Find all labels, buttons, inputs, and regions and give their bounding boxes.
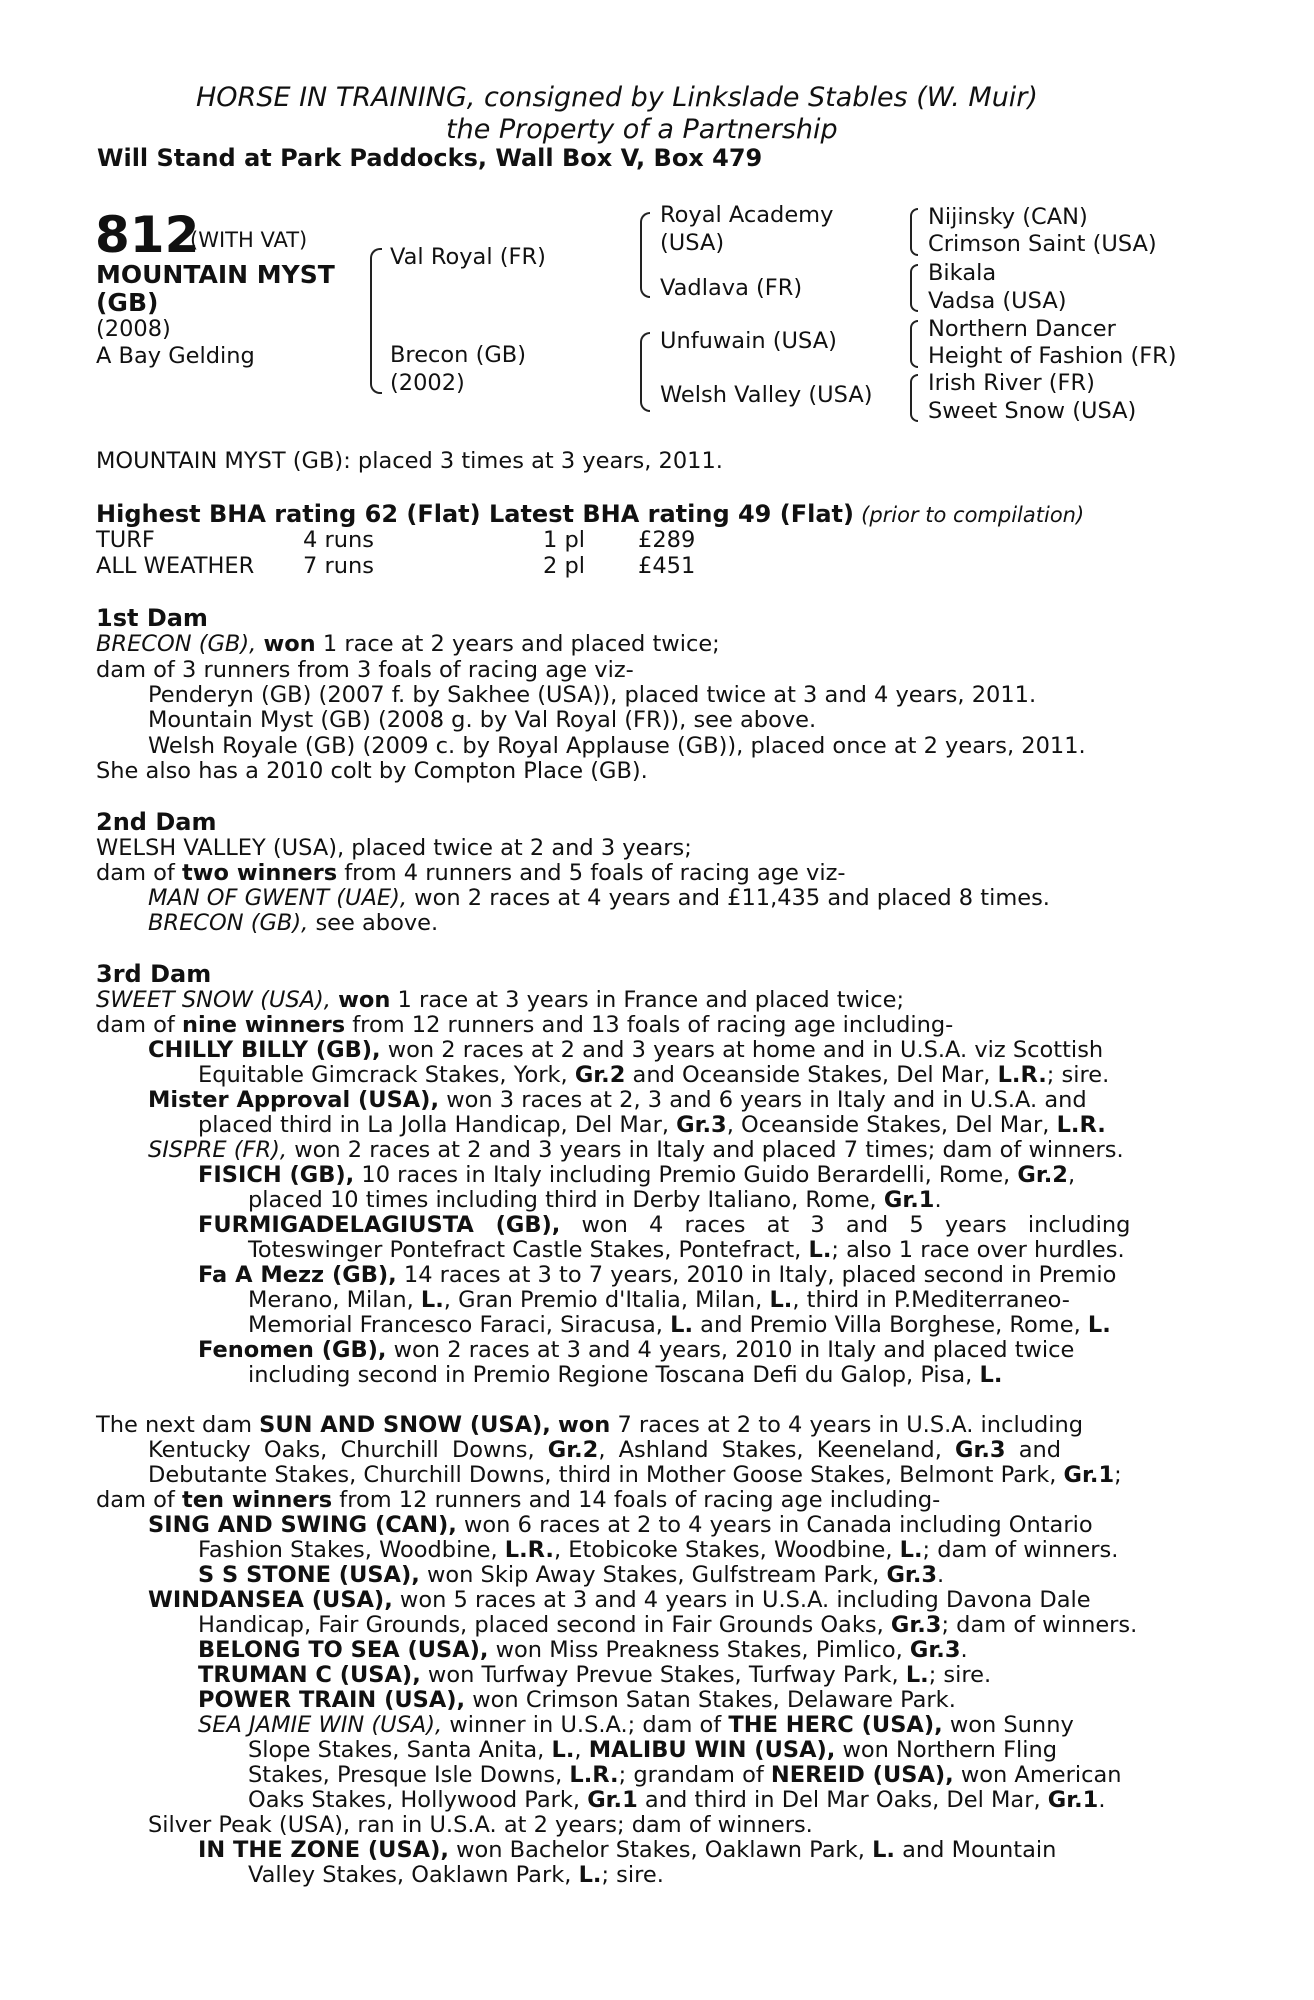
- dam3-l6-b: Gr.3: [676, 1112, 727, 1138]
- pedigree-sire: Val Royal (FR): [390, 244, 546, 270]
- dam3-l9-b: Gr.1: [883, 1187, 935, 1213]
- next-l4-b: ten winners: [181, 1487, 333, 1513]
- next-l7-c: Gr.3: [886, 1562, 938, 1588]
- next-l10-b: won Miss Preakness Stakes, Pimlico,: [495, 1637, 903, 1663]
- header-line-2: the Property of a Partnership: [446, 114, 838, 145]
- dam3-l6-a: placed third in La Jolla Handicap, Del Mar,: [198, 1112, 669, 1138]
- dam3-l9-a: placed 10 times including third in Derby Italiano, Rome,: [248, 1187, 877, 1213]
- next-l5-a: SING AND SWING (CAN),: [148, 1512, 457, 1538]
- next-l16-a: Oaks Stakes, Hollywood Park,: [248, 1787, 581, 1813]
- dam3-l2-b: nine winners: [181, 1012, 346, 1038]
- dam1-line-3: Penderyn (GB) (2007 f. by Sakhee (USA)), placed twice at 3 and 4 years, 2011.: [148, 682, 1037, 708]
- next-l11-c: L.: [905, 1662, 929, 1688]
- dam3-l15-a: Fenomen (GB),: [198, 1337, 387, 1363]
- dam3-line-2: [96, 1014, 953, 1037]
- horse-name-line-2: (GB): [96, 288, 159, 317]
- pedigree-brace-dam: [640, 332, 650, 412]
- next-l1-c: won: [558, 1412, 611, 1438]
- dam3-line-3: [148, 1039, 1103, 1062]
- next-l6-a: Fashion Stakes, Woodbine,: [198, 1537, 498, 1563]
- pedigree-dam-sire: Unfuwain (USA): [660, 328, 837, 354]
- pedigree-brace-4d: [910, 374, 918, 422]
- dam3-l12-a: Fa A Mezz (GB),: [198, 1262, 397, 1288]
- next-line-10: [198, 1639, 968, 1662]
- dam3-l5-a: Mister Approval (USA),: [148, 1087, 440, 1113]
- record-row-aw-placed: 2 pl: [543, 553, 586, 579]
- horse-name-line-1: MOUNTAIN MYST: [96, 260, 335, 289]
- dam3-l10-b: won 4 races at 3 and 5 years including: [581, 1212, 1131, 1238]
- bha-rating: [96, 502, 1084, 527]
- pedigree-sds: Bikala: [928, 260, 997, 286]
- pedigree-sire-dam: Vadlava (FR): [660, 275, 803, 301]
- pedigree-sdd: Vadsa (USA): [928, 288, 1067, 314]
- next-l14-e: won Northern Fling: [842, 1737, 1058, 1763]
- pedigree-ssd: Crimson Saint (USA): [928, 231, 1157, 257]
- dam3-l3-a: CHILLY BILLY (GB),: [148, 1037, 381, 1063]
- pedigree-dds: Irish River (FR): [928, 370, 1095, 396]
- pedigree-brace-4b: [910, 264, 918, 312]
- dam3-line-14: [248, 1314, 1111, 1337]
- dam3-l6-c: , Oceanside Stakes, Del Mar,: [726, 1112, 1050, 1138]
- next-l13-b: winner in U.S.A.; dam of: [449, 1712, 722, 1738]
- next-l2-d: Gr.3: [955, 1437, 1006, 1463]
- next-l4-c: from 12 runners and 14 foals of racing age including-: [339, 1487, 941, 1513]
- dam3-line-7: [148, 1139, 1124, 1162]
- dam3-l14-a: Memorial Francesco Faraci, Siracusa,: [248, 1312, 663, 1338]
- dam3-line-13: [248, 1289, 1070, 1312]
- pedigree-dam-line-1: Brecon (GB): [390, 342, 527, 368]
- dam3-l7-b: won 2 races at 2 and 3 years in Italy and placed 7 times; dam of winners.: [294, 1137, 1124, 1163]
- horse-description: A Bay Gelding: [96, 343, 255, 369]
- dam2-line-4: [148, 912, 438, 935]
- dam3-line-5: [148, 1089, 1087, 1112]
- dam3-l1-c: 1 race at 3 years in France and placed twice;: [397, 987, 905, 1013]
- dam3-line-10: [198, 1214, 1130, 1237]
- dam3-l12-b: 14 races at 3 to 7 years, 2010 in Italy, placed second in Premio: [403, 1262, 1117, 1288]
- next-l16-c: and third in Del Mar Oaks, Del Mar,: [644, 1787, 1041, 1813]
- lot-number: 812: [95, 206, 200, 264]
- next-l5-b: won 6 races at 2 to 4 years in Canada including Ontario: [464, 1512, 1093, 1538]
- dam2-line-4-a: BRECON (GB),: [148, 910, 309, 936]
- next-l1-d: 7 races at 2 to 4 years in U.S.A. including: [617, 1412, 1084, 1438]
- next-line-17: Silver Peak (USA), ran in U.S.A. at 2 years; dam of winners.: [148, 1812, 813, 1838]
- next-l12-b: won Crimson Satan Stakes, Delaware Park.: [472, 1687, 956, 1713]
- next-line-6: [198, 1539, 1118, 1562]
- next-l7-b: won Skip Away Stakes, Gulfstream Park,: [426, 1562, 880, 1588]
- dam2-line-2: [96, 862, 846, 885]
- dam3-l8-b: 10 races in Italy including Premio Guido Berardelli, Rome,: [361, 1162, 1011, 1188]
- next-line-1: [96, 1414, 1083, 1437]
- dam1-line-1-rest: 1 race at 2 years and placed twice;: [322, 631, 720, 657]
- record-row-aw-runs: 7 runs: [303, 553, 374, 579]
- pedigree-brace-main: [370, 248, 382, 394]
- bha-rating-note: (prior to compilation): [861, 503, 1085, 527]
- dam3-line-6: [198, 1114, 1106, 1137]
- next-l14-c: ,: [574, 1737, 582, 1763]
- next-line-12: [198, 1689, 956, 1712]
- dam1-line-2: dam of 3 runners from 3 foals of racing age viz-: [96, 657, 634, 683]
- next-l2-c: , Ashland Stakes, Keeneland,: [598, 1437, 942, 1463]
- dam3-l15-b: won 2 races at 3 and 4 years, 2010 in Italy and placed twice: [393, 1337, 1075, 1363]
- next-line-13: [198, 1714, 1074, 1737]
- header-line-1: HORSE IN TRAINING, consigned by Linkslade Stables (W. Muir): [196, 82, 1038, 113]
- dam3-l9-c: .: [934, 1187, 942, 1213]
- pedigree-sss: Nijinsky (CAN): [928, 204, 1088, 230]
- dam1-name: BRECON (GB),: [96, 631, 257, 657]
- record-row-turf-surface: TURF: [96, 527, 155, 553]
- dam3-l13-c: , Gran Premio d'Italia, Milan,: [443, 1287, 763, 1313]
- next-l14-b: L.: [551, 1737, 575, 1763]
- dam2-line-4-b: see above.: [315, 910, 439, 936]
- pedigree-dam-dam: Welsh Valley (USA): [660, 382, 873, 408]
- next-l19-b: L.: [578, 1862, 602, 1888]
- next-l15-a: Stakes, Presque Isle Downs,: [248, 1762, 563, 1788]
- next-line-19: [248, 1864, 664, 1887]
- next-l3-c: ;: [1114, 1462, 1122, 1488]
- next-l13-c: THE HERC (USA),: [728, 1712, 943, 1738]
- dam3-l4-d: L.R.: [997, 1062, 1047, 1088]
- next-l18-b: won Bachelor Stakes, Oaklawn Park,: [456, 1837, 865, 1863]
- dam3-l16-b: L.: [979, 1362, 1003, 1388]
- next-l8-b: won 5 races at 3 and 4 years in U.S.A. including Davona Dale: [399, 1587, 1091, 1613]
- dam3-line-11: [248, 1239, 1125, 1262]
- next-l16-b: Gr.1: [587, 1787, 638, 1813]
- record-row-turf-amount: £289: [638, 527, 696, 553]
- next-l13-a: SEA JAMIE WIN (USA),: [198, 1712, 443, 1738]
- dam3-l4-b: Gr.2: [574, 1062, 626, 1088]
- dam3-l8-c: Gr.2: [1017, 1162, 1068, 1188]
- next-l6-e: ; dam of winners.: [922, 1537, 1119, 1563]
- record-row-aw-amount: £451: [638, 553, 696, 579]
- record-row-turf-placed: 1 pl: [543, 527, 586, 553]
- next-line-18: [198, 1839, 1056, 1862]
- dam3-line-9: [248, 1189, 942, 1212]
- next-l14-a: Slope Stakes, Santa Anita,: [248, 1737, 545, 1763]
- next-l6-d: L.: [899, 1537, 923, 1563]
- dam3-line-16: [248, 1364, 1002, 1387]
- next-l7-a: S S STONE (USA),: [198, 1562, 420, 1588]
- race-summary: MOUNTAIN MYST (GB): placed 3 times at 3 years, 2011.: [96, 448, 723, 474]
- dam3-line-1: [96, 989, 904, 1012]
- dam3-l7-a: SISPRE (FR),: [148, 1137, 288, 1163]
- next-line-5: [148, 1514, 1093, 1537]
- dam3-l8-a: FISICH (GB),: [198, 1162, 355, 1188]
- dam2-line-3: [148, 887, 1050, 910]
- next-l4-a: dam of: [96, 1487, 175, 1513]
- next-line-16: [248, 1789, 1105, 1812]
- pedigree-dss: Northern Dancer: [928, 316, 1116, 342]
- record-row-turf-runs: 4 runs: [303, 527, 374, 553]
- next-l9-c: ; dam of winners.: [941, 1612, 1138, 1638]
- next-line-9: [198, 1614, 1137, 1637]
- dam2-line-3-b: won 2 races at 4 years and £11,435 and placed 8 times.: [414, 885, 1050, 911]
- dam3-heading: 3rd Dam: [96, 960, 212, 988]
- next-l18-d: and Mountain: [902, 1837, 1057, 1863]
- next-l19-a: Valley Stakes, Oaklawn Park,: [248, 1862, 572, 1888]
- dam3-l2-a: dam of: [96, 1012, 175, 1038]
- dam3-l1-a: SWEET SNOW (USA),: [96, 987, 331, 1013]
- dam3-l8-d: ,: [1067, 1162, 1076, 1188]
- dam2-line-1: WELSH VALLEY (USA), placed twice at 2 and 3 years;: [96, 835, 692, 861]
- next-l15-c: ; grandam of: [618, 1762, 764, 1788]
- bha-rating-bold: Highest BHA rating 62 (Flat) Latest BHA rating 49 (Flat): [96, 500, 854, 528]
- pedigree-ddd: Sweet Snow (USA): [928, 398, 1137, 424]
- pedigree-sire-sire-line-1: Royal Academy: [660, 202, 834, 228]
- record-row-aw-surface: ALL WEATHER: [96, 553, 255, 579]
- next-l15-d: NEREID (USA),: [770, 1762, 954, 1788]
- dam3-line-8: [198, 1164, 1075, 1187]
- lot-vat: (WITH VAT): [190, 228, 308, 252]
- next-line-2: [148, 1439, 1061, 1462]
- next-l2-a: Kentucky Oaks, Churchill Downs,: [148, 1437, 535, 1463]
- pedigree-brace-sire: [640, 212, 650, 298]
- dam3-l6-d: L.R.: [1056, 1112, 1106, 1138]
- next-l18-a: IN THE ZONE (USA),: [198, 1837, 449, 1863]
- next-l11-d: ; sire.: [928, 1662, 992, 1688]
- dam1-line-1: [96, 633, 720, 656]
- dam3-l14-c: and Premio Villa Borghese, Rome,: [700, 1312, 1081, 1338]
- dam2-line-2-c: from 4 runners and 5 foals of racing age viz-: [344, 860, 846, 886]
- next-l1-b: SUN AND SNOW (USA),: [259, 1412, 551, 1438]
- dam1-line-4: Mountain Myst (GB) (2008 g. by Val Royal (FR)), see above.: [148, 707, 817, 733]
- next-line-14: [248, 1739, 1057, 1762]
- next-l11-b: won Turfway Prevue Stakes, Turfway Park,: [427, 1662, 899, 1688]
- dam3-l13-a: Merano, Milan,: [248, 1287, 414, 1313]
- dam3-l3-b: won 2 races at 2 and 3 years at home and in U.S.A. viz Scottish: [387, 1037, 1104, 1063]
- next-line-4: [96, 1489, 940, 1512]
- dam3-l11-b: L.: [808, 1237, 832, 1263]
- dam3-l16-a: including second in Premio Regione Toscana Defi du Galop, Pisa,: [248, 1362, 973, 1388]
- next-l14-d: MALIBU WIN (USA),: [588, 1737, 836, 1763]
- dam1-line-5: Welsh Royale (GB) (2009 c. by Royal Applause (GB)), placed once at 2 years, 2011.: [148, 733, 1086, 759]
- next-l10-d: .: [960, 1637, 968, 1663]
- next-l2-e: and: [1018, 1437, 1062, 1463]
- next-l1-a: The next dam: [96, 1412, 252, 1438]
- horse-year: (2008): [96, 316, 171, 342]
- dam3-l14-d: L.: [1087, 1312, 1111, 1338]
- next-l11-a: TRUMAN C (USA),: [198, 1662, 421, 1688]
- next-line-7: [198, 1564, 944, 1587]
- next-l16-e: .: [1098, 1787, 1106, 1813]
- next-l18-c: L.: [872, 1837, 895, 1863]
- dam3-l4-c: and Oceanside Stakes, Del Mar,: [632, 1062, 991, 1088]
- next-l8-a: WINDANSEA (USA),: [148, 1587, 393, 1613]
- next-l3-b: Gr.1: [1063, 1462, 1115, 1488]
- next-l3-a: Debutante Stakes, Churchill Downs, third in Mother Goose Stakes, Belmont Park,: [148, 1462, 1057, 1488]
- next-l19-c: ; sire.: [601, 1862, 664, 1888]
- pedigree-sire-sire-line-2: (USA): [660, 230, 725, 256]
- next-l2-b: Gr.2: [547, 1437, 599, 1463]
- header-line-3: Will Stand at Park Paddocks, Wall Box V, Box 479: [97, 144, 763, 172]
- pedigree-brace-4a: [910, 208, 918, 256]
- dam3-l4-a: Equitable Gimcrack Stakes, York,: [198, 1062, 568, 1088]
- dam2-line-2-b: two winners: [181, 860, 338, 886]
- next-l15-e: won American: [960, 1762, 1122, 1788]
- pedigree-brace-4c: [910, 320, 918, 368]
- dam2-line-3-a: MAN OF GWENT (UAE),: [148, 885, 408, 911]
- dam2-line-2-a: dam of: [96, 860, 175, 886]
- pedigree-dsd: Height of Fashion (FR): [928, 343, 1177, 369]
- dam1-won: won: [263, 631, 316, 657]
- next-line-8: [148, 1589, 1091, 1612]
- next-l12-a: POWER TRAIN (USA),: [198, 1687, 466, 1713]
- next-line-15: [248, 1764, 1122, 1787]
- dam3-line-12: [198, 1264, 1116, 1287]
- next-line-3: [148, 1464, 1122, 1487]
- next-l6-b: L.R.: [504, 1537, 554, 1563]
- dam3-l5-b: won 3 races at 2, 3 and 6 years in Italy and in U.S.A. and: [446, 1087, 1087, 1113]
- dam3-line-4: [198, 1064, 1109, 1087]
- dam3-l10-a: FURMIGADELAGIUSTA (GB),: [198, 1212, 561, 1238]
- dam3-l1-b: won: [338, 987, 391, 1013]
- dam3-l11-a: Toteswinger Pontefract Castle Stakes, Pontefract,: [248, 1237, 802, 1263]
- next-l15-b: L.R.: [569, 1762, 619, 1788]
- dam3-l2-c: from 12 runners and 13 foals of racing age including-: [352, 1012, 954, 1038]
- next-l7-d: .: [937, 1562, 945, 1588]
- dam3-l4-e: ; sire.: [1046, 1062, 1110, 1088]
- dam2-heading: 2nd Dam: [96, 808, 217, 836]
- next-l10-a: BELONG TO SEA (USA),: [198, 1637, 489, 1663]
- dam3-l13-e: , third in P.Mediterraneo-: [792, 1287, 1070, 1313]
- next-l9-a: Handicap, Fair Grounds, placed second in Fair Grounds Oaks,: [198, 1612, 884, 1638]
- dam3-l11-c: ; also 1 race over hurdles.: [831, 1237, 1125, 1263]
- dam3-l13-d: L.: [769, 1287, 793, 1313]
- next-l13-d: won Sunny: [949, 1712, 1074, 1738]
- next-l6-c: , Etobicoke Stakes, Woodbine,: [553, 1537, 893, 1563]
- dam1-heading: 1st Dam: [96, 604, 208, 632]
- dam1-line-6: She also has a 2010 colt by Compton Place (GB).: [96, 758, 648, 784]
- next-line-11: [198, 1664, 991, 1687]
- next-l9-b: Gr.3: [890, 1612, 942, 1638]
- dam3-l14-b: L.: [670, 1312, 694, 1338]
- dam3-l13-b: L.: [420, 1287, 444, 1313]
- dam3-line-15: [198, 1339, 1074, 1362]
- next-l16-d: Gr.1: [1047, 1787, 1099, 1813]
- pedigree-dam-line-2: (2002): [390, 370, 465, 396]
- next-l10-c: Gr.3: [909, 1637, 961, 1663]
